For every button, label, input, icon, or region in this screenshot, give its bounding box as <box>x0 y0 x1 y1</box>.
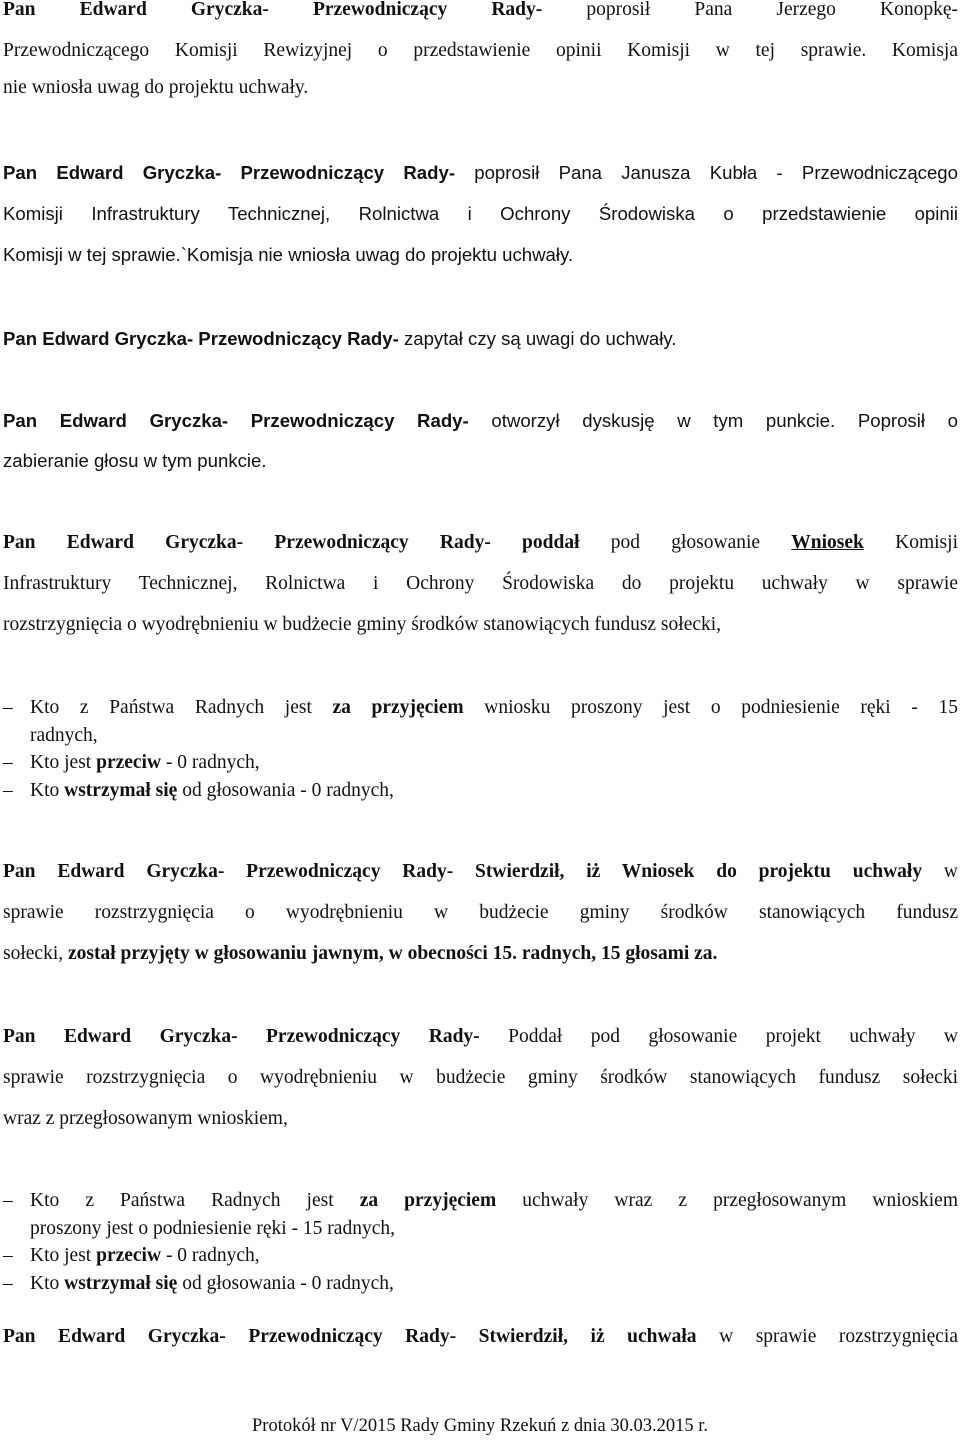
paragraph-5-line-1: Pan Edward Gryczka- Przewodniczący Rady- poddał pod głosowanie Wniosek Komisji <box>3 532 958 553</box>
list-dash: – <box>3 1190 13 1211</box>
list-item: – Kto jest przeciw - 0 radnych, <box>3 749 958 777</box>
list-dash: – <box>3 779 13 801</box>
list-item: – Kto z Państwa Radnych jest za przyjęciem uchwały wraz z przegłosowanym wnioskiem proszony jest o podniesienie ręki - 15 radnych, <box>3 1187 958 1242</box>
paragraph-1-line-1: Pan Edward Gryczka- Przewodniczący Rady- poprosił Pana Jerzego Konopkę- <box>3 0 958 20</box>
speaker-label: Pan Edward Gryczka- Przewodniczący Rady- <box>3 1026 480 1047</box>
list-dash: – <box>3 1272 13 1294</box>
page-footer: Protokół nr V/2015 Rady Gminy Rzekuń z dnia 30.03.2015 r. <box>252 1416 708 1436</box>
list-item: – Kto jest przeciw - 0 radnych, <box>3 1242 958 1270</box>
paragraph-4-line-2: zabieranie głosu w tym punkcie. <box>3 450 267 471</box>
vote-list-1 <box>3 694 958 804</box>
speaker-label: Pan Edward Gryczka- Przewodniczący Rady- <box>3 0 543 20</box>
list-dash: – <box>3 1245 13 1266</box>
speaker-label: Pan Edward Gryczka- Przewodniczący Rady- <box>3 328 399 349</box>
paragraph-1-line-3: nie wniosła uwag do projektu uchwały. <box>3 77 309 98</box>
list-item: – Kto wstrzymał się od głosowania - 0 radnych, <box>3 1270 958 1298</box>
list-dash: – <box>3 697 13 718</box>
list-dash: – <box>3 752 13 773</box>
wniosek-underlined: Wniosek <box>791 532 864 553</box>
paragraph-7-line-2: sprawie rozstrzygnięcia o wyodrębnieniu w budżecie gminy środków stanowiących fundusz sołecki <box>3 1067 958 1088</box>
paragraph-2-line-1: Pan Edward Gryczka- Przewodniczący Rady- poprosił Pana Janusza Kubła - Przewodniczącego <box>3 162 958 183</box>
speaker-label: Pan Edward Gryczka- Przewodniczący Rady- <box>3 162 456 183</box>
paragraph-2-line-3: Komisji w tej sprawie.`Komisja nie wniosła uwag do projektu uchwały. <box>3 244 574 265</box>
speaker-label: Pan Edward Gryczka- Przewodniczący Rady- Stwierdził, iż uchwała <box>3 1326 697 1347</box>
vote-list-2 <box>3 1187 958 1297</box>
paragraph-1-line-2: Przewodniczącego Komisji Rewizyjnej o przedstawienie opinii Komisji w tej sprawie. Komisja <box>3 40 958 61</box>
list-item: – Kto z Państwa Radnych jest za przyjęciem wniosku proszony jest o podniesienie ręki - 15 radnych, <box>3 694 958 749</box>
paragraph-7-line-1: Pan Edward Gryczka- Przewodniczący Rady- Poddał pod głosowanie projekt uchwały w <box>3 1026 958 1047</box>
paragraph-3: Pan Edward Gryczka- Przewodniczący Rady- zapytał czy są uwagi do uchwały. <box>3 328 677 349</box>
paragraph-8-line-1: Pan Edward Gryczka- Przewodniczący Rady- Stwierdził, iż uchwała w sprawie rozstrzygnięcia <box>3 1326 958 1347</box>
paragraph-7-line-3: wraz z przegłosowanym wnioskiem, <box>3 1108 288 1129</box>
paragraph-5-line-2: Infrastruktury Technicznej, Rolnictwa i Ochrony Środowiska do projektu uchwały w sprawie <box>3 573 958 594</box>
paragraph-6-line-3: sołecki, został przyjęty w głosowaniu jawnym, w obecności 15. radnych, 15 głosami za. <box>3 943 718 964</box>
paragraph-4-line-1: Pan Edward Gryczka- Przewodniczący Rady- otworzył dyskusję w tym punkcie. Poprosił o <box>3 410 958 431</box>
paragraph-5-line-3: rozstrzygnięcia o wyodrębnieniu w budżecie gminy środków stanowiących fundusz sołecki, <box>3 614 722 635</box>
speaker-label: Pan Edward Gryczka- Przewodniczący Rady- Stwierdził, iż Wniosek do projektu uchwały <box>3 861 923 882</box>
paragraph-6-line-2: sprawie rozstrzygnięcia o wyodrębnieniu w budżecie gminy środków stanowiących fundusz <box>3 902 958 923</box>
speaker-label: Pan Edward Gryczka- Przewodniczący Rady- <box>3 410 469 431</box>
speaker-label: Pan Edward Gryczka- Przewodniczący Rady- poddał <box>3 532 580 553</box>
paragraph-2-line-2: Komisji Infrastruktury Technicznej, Rolnictwa i Ochrony Środowiska o przedstawienie opinii <box>3 203 958 224</box>
list-item: – Kto wstrzymał się od głosowania - 0 radnych, <box>3 777 958 805</box>
paragraph-6-line-1: Pan Edward Gryczka- Przewodniczący Rady- Stwierdził, iż Wniosek do projektu uchwały w <box>3 861 958 882</box>
